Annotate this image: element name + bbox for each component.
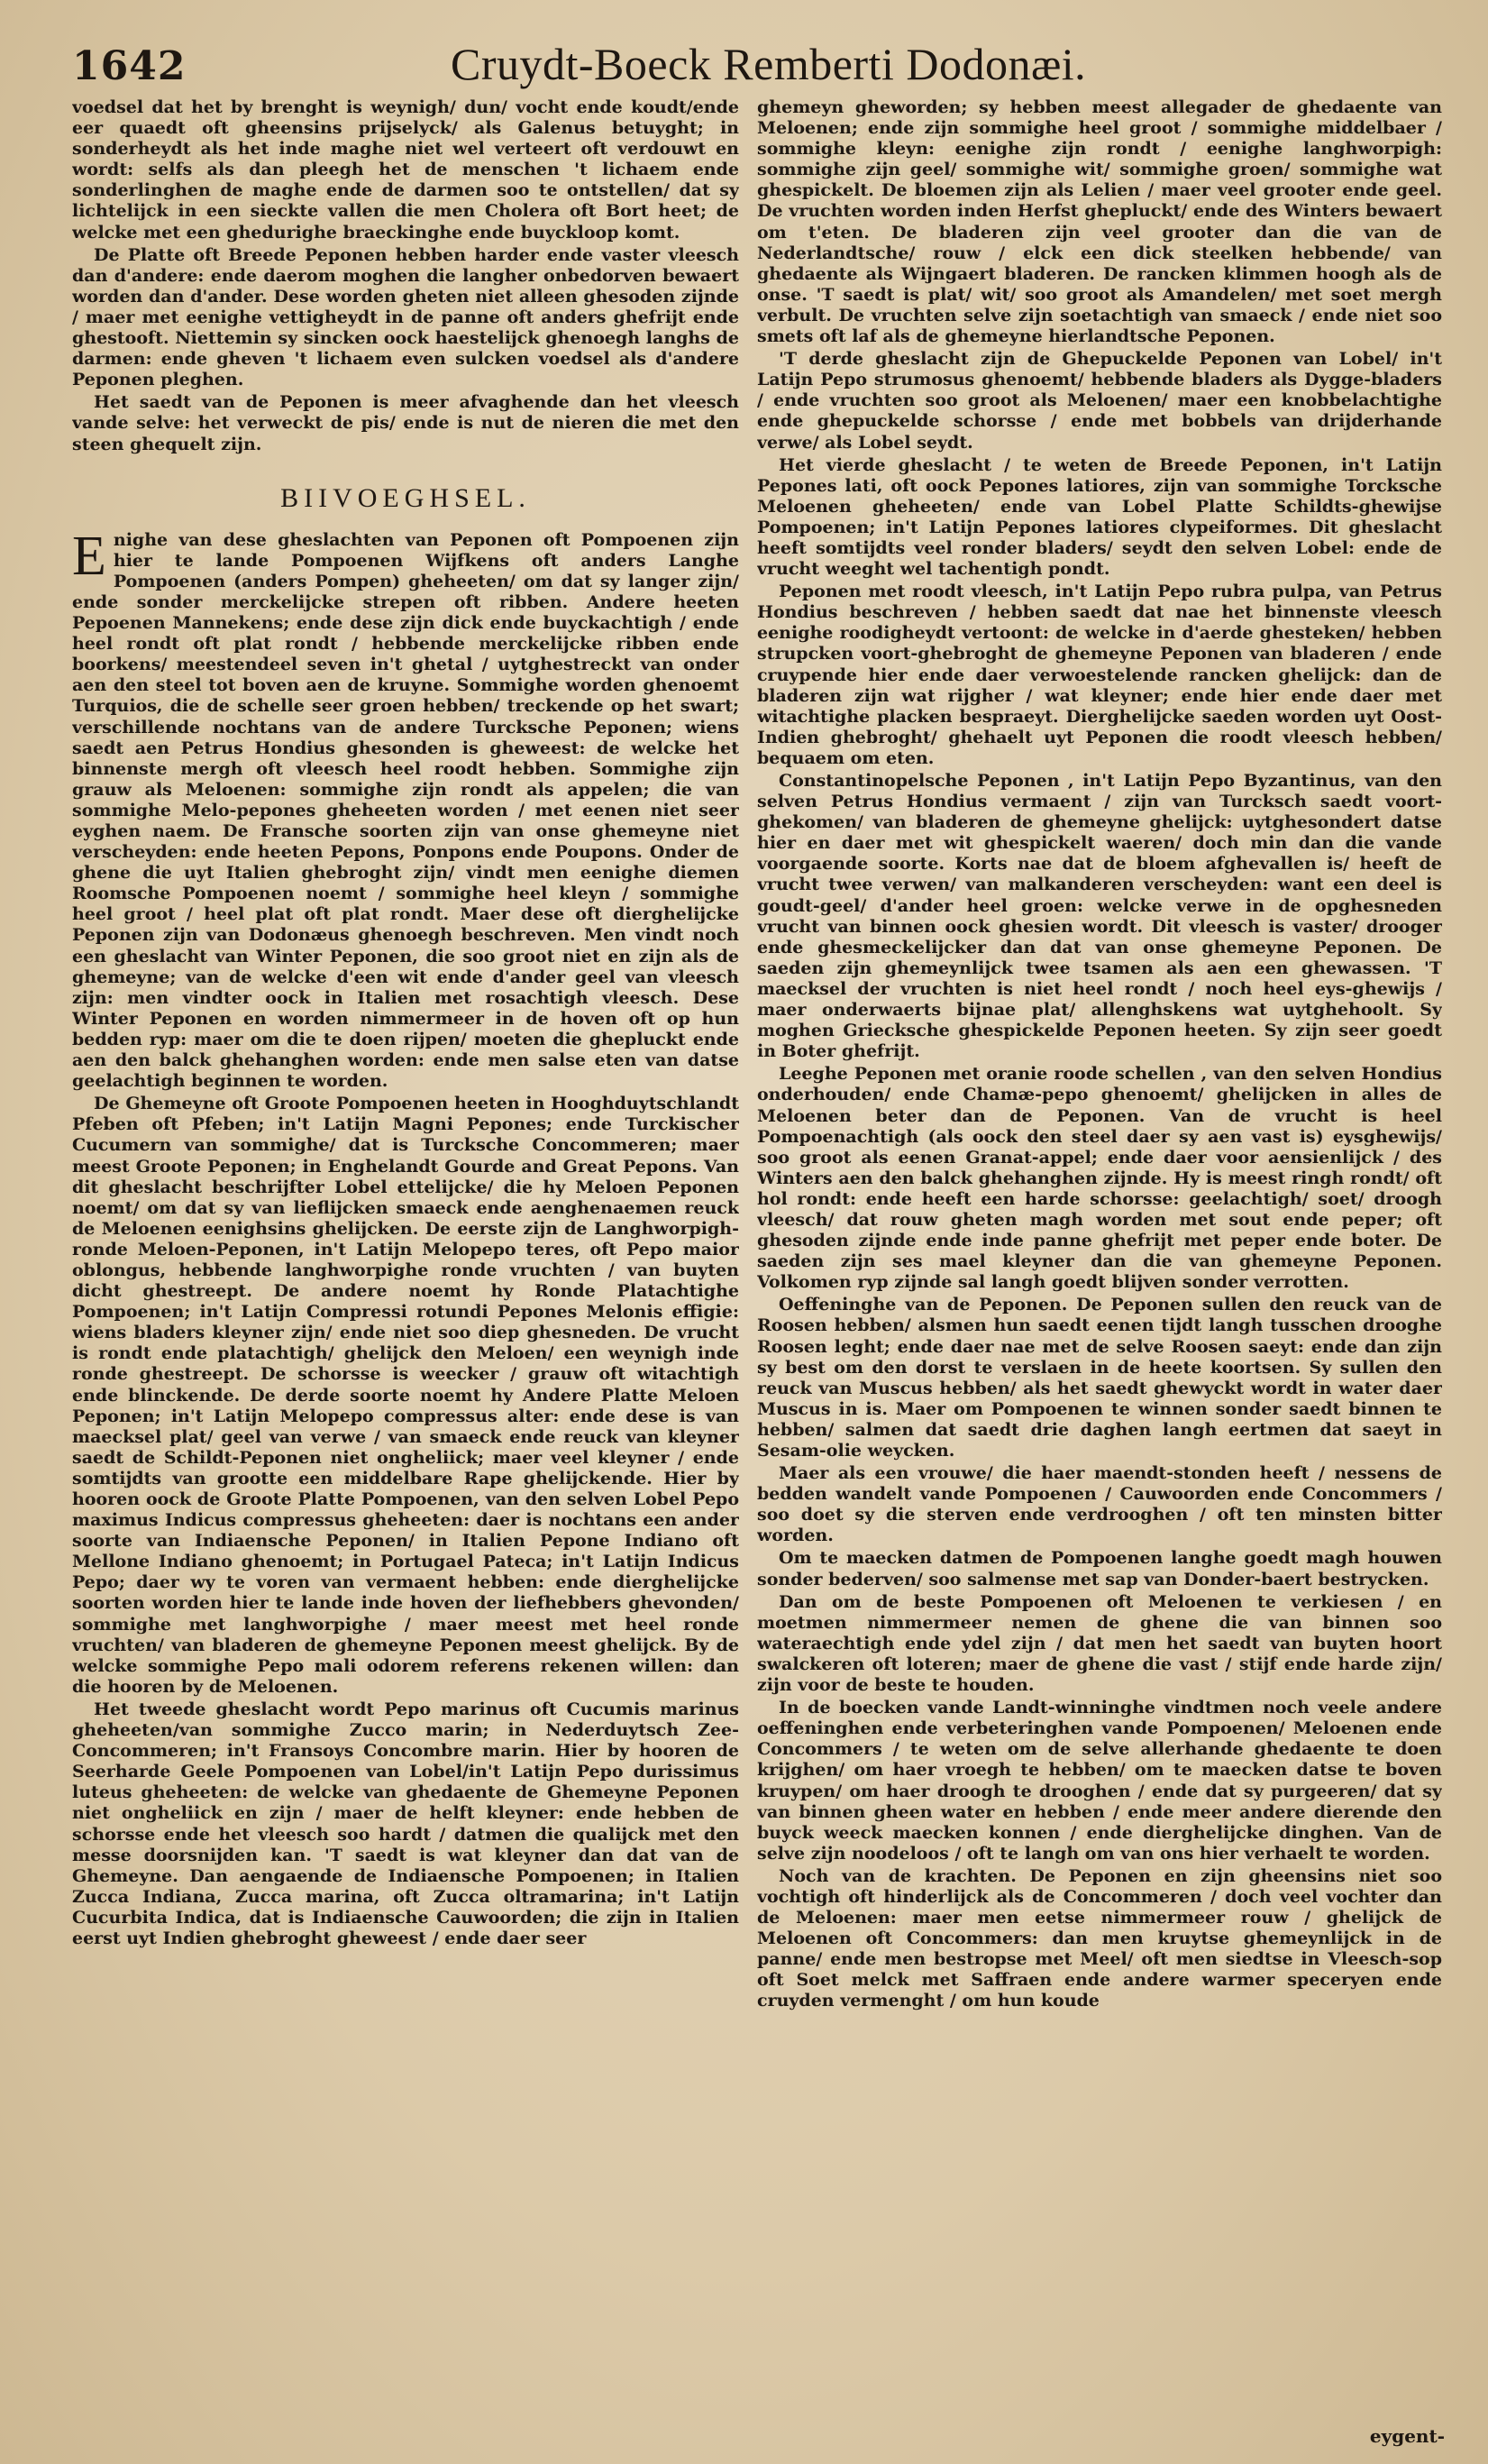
drop-cap-letter: E (72, 525, 106, 587)
paragraph: In de boecken vande Landt-winninghe vindtmen noch veele andere oeffeninghen ende verbeteringhen vande Pompoenen/ Meloenen ende Concommers / te weten om de selve allerhande ghedaente te doen krijghen/ om haer vroegh te hebben/ om te maecken datse te boven kruypen/ om haer droogh te drooghen / ende dat sy purgeeren/ dat sy van binnen gheen water en hebben / ende meer andere dierende den buyck weeck maecken konnen / ende dierghelijcke dinghen. Van de selve zijn noodeloos / oft te langh om van ons hier verhaelt te worden. (757, 1698, 1442, 1864)
catchword: eygent- (1369, 2425, 1445, 2447)
section-heading: BIIVOEGHSEL. (280, 482, 531, 513)
paragraph: Dan om de beste Pompoenen oft Meloenen te verkiesen / en moetmen nimmermeer nemen de ghene die van binnen soo wateraechtigh ende ydel zijn / dat men het saedt van buyten hoort swalckeren oft loteren; maer de ghene die vast / stijf ende harde zijn/ zijn voor de beste te houden. (757, 1591, 1442, 1696)
paragraph: Oeffeninghe van de Peponen. De Peponen sullen den reuck van de Roosen hebben/ alsmen hun saedt eenen tijdt langh tusschen drooghe Roosen leght; ende daer nae met de selve Roosen saeyt: ende dan zijn sy best om den dorst te verslaen in de heete koortsen. Sy sullen den reuck van Muscus hebben/ als het saedt ghewyckt wordt in water daer Muscus in is. Maer om Pompoenen te winnen sonder saedt binnen te hebben/ salmen dat saedt drie daghen langh eertmen dat saeyt in Sesam-olie weycken. (757, 1295, 1442, 1461)
paragraph: Maer als een vrouwe/ die haer maendt-stonden heeft / nessens de bedden wandelt vande Pompoenen / Cauwoorden ende Concommers / soo doet sy die sterven ende verdrooghen / oft ten minsten bitter worden. (757, 1463, 1442, 1546)
paragraph: De Ghemeyne oft Groote Pompoenen heeten in Hooghduytschlandt Pfeben oft Pfeben; in't Latijn Magni Pepones; ende Turckischer Cucumern van sommighe/ dat is Turcksche Concommeren; maer meest Groote Peponen; in Enghelandt Gourde and Great Pepons. Van dit gheslacht beschrijfter Lobel ettelijcke/ die hy Meloen Peponen noemt/ om dat sy van lieflijcken smaeck ende aenghenaemen reuck de Meloenen eenighsins ghelijcken. De eerste zijn de Langhworpigh-ronde Meloen-Peponen, in't Latijn Melopepo teres, oft Pepo maior oblongus, hebbende langhworpighe ronde vruchten / van buyten dicht ghestreept. De andere noemt hy Ronde Platachtighe Pompoenen; in't Latijn Compressi rotundi Pepones Melonis effigie: wiens bladers kleyner zijn/ ende niet soo diep ghesneden. De vrucht is rondt ende platachtigh/ ghelijck den Meloen/ een weynigh inde ronde ghestreept. De schorsse is weecker / grauw oft witachtigh ende blinckende. De derde soorte noemt hy Andere Platte Meloen Peponen; in't Latijn Melopepo compressus alter: ende dese is van maecksel plat/ geel van verwe / van smaeck ende reuck van kleyner saedt de Schildt-Peponen niet ongheliick; maer veel kleyner / ende somtijdts van grootte een middelbare Rape ghelijckende. Hier by hooren oock de Groote Platte Pompoenen, van den selven Lobel Pepo maximus Indicus compressus gheheeten: daer is nochtans een ander soorte van Indiaensche Peponen/ in Italien Pepone Indiano oft Mellone Indiano ghenoemt; in Portugael Pateca; in't Latijn Indicus Pepo; daer wy te voren van vermaent hebben: ende dierghelijcke soorten worden hier te lande inde hoven der liefhebbers ghevonden/ sommighe met langhworpighe / maer meest met heel ronde vruchten/ van bladeren de ghemeyne Peponen meest ghelijck. By de welcke sommighe Pepo mali odorem referens rekenen willen: dan die hooren by de Meloenen. (72, 1094, 739, 1697)
paragraph: Het saedt van de Peponen is meer afvaghende dan het vleesch vande selve: het verweckt de pis/ ende is nut de nieren die met den steen ghequelt zijn. (72, 392, 739, 454)
page-number: 1642 (72, 43, 187, 89)
paragraph: voedsel dat het by brenght is weynigh/ dun/ vocht ende koudt/ende eer quaedt oft gheensins prijselyck/ als Galenus betuyght; in sonderheydt als het inde maghe niet wel verteert oft verdouwt en wordt: selfs als dan pleegh het de menschen 't lichaem ende sonderlinghen de maghe ende de darmen soo te ontstellen/ dat sy lichtelijck in een sieckte vallen die men Cholera oft Bort heet; de welcke met een ghedurighe braeckinghe ende buyckloop komt. (72, 97, 739, 243)
paragraph: Leeghe Peponen met oranie roode schellen , van den selven Hondius onderhouden/ ende Chamæ-pepo ghenoemt/ ghelijcken in alles de Meloenen beter dan de Peponen. Van de vrucht is heel Pompoenachtigh (als oock den steel daer sy aen vast is) eysghewijs/ soo groot als eenen Granat-appel; ende daer voor aensienlijck / des Winters aen den balck ghehanghen zijnde. Hy is meest ringh rondt/ oft hol rondt: ende heeft een harde schorsse: geelachtigh/ soet/ droogh vleesch/ dat rouw gheten magh worden met sout ende peper; oft ghesoden zijnde ende inde panne ghefrijt met peper ende boter. De saeden zijn ses mael kleyner dan die van ghemeyne Peponen. Volkomen ryp zijnde sal langh goedt blijven sonder verrotten. (757, 1064, 1442, 1293)
left-column (72, 97, 739, 2428)
paragraph: Het vierde gheslacht / te weten de Breede Peponen, in't Latijn Pepones lati, oft oock Pepones latiores, zijn van sommighe Torcksche Meloenen gheheeten/ ende van Lobel Platte Schildts-ghewijse Pompoenen; in't Latijn Pepones latiores clypeiformes. Dit gheslacht heeft somtijdts veel ronder bladers/ seydt den selven Lobel: ende de vrucht weeght wel tachentigh pondt. (757, 454, 1442, 580)
page-header (72, 34, 1460, 97)
running-title: Cruydt-Boeck Remberti Dodonæi. (451, 39, 1087, 89)
right-column (757, 97, 1442, 2441)
paragraph: Peponen met roodt vleesch, in't Latijn Pepo rubra pulpa, van Petrus Hondius beschreven / hebben saedt dat nae het binnenste vleesch eenighe roodigheydt vertoont: de welcke in d'aerde ghesteken/ hebben strupcken voort-ghebroght de ghemeyne Peponen van bladeren / ende cruypende hier ende daer verwoestelende rancken ghelijck: dan de bladeren zijn wat rijgher / wat kleyner; ende hier ende daer met witachtighe placken bespraeyt. Dierghelijcke saeden worden uyt Oost-Indien ghebroght/ ghehaelt uyt Peponen die roodt vleesch hebben/ bequaem om eten. (757, 582, 1442, 768)
paragraph: ghemeyn gheworden; sy hebben meest allegader de ghedaente van Meloenen; ende zijn sommighe heel groot / sommighe middelbaer / sommighe kleyn: eenighe zijn rondt / eenighe langhworpigh: sommighe zijn geel/ sommighe wit/ sommighe groen/ sommighe wat ghespickelt. De bloemen zijn als Lelien / maer veel grooter ende geel. De vruchten worden inden Herfst ghepluckt/ ende des Winters bewaert om t'eten. De bladeren zijn veel grooter dan die van de Nederlandtsche/ rouw / elck een dick steelken hebbende/ van ghedaente als Wijngaert bladeren. De rancken klimmen hoogh als de onse. 'T saedt is plat/ wit/ soo groot als Amandelen/ met soet mergh verbult. De vruchten selve zijn soetachtigh van smaeck / ende niet soo smets oft laf als de ghemeyne hierlandtsche Peponen. (757, 97, 1442, 347)
paragraph: Het tweede gheslacht wordt Pepo marinus oft Cucumis marinus gheheeten/van sommighe Zucco marin; in Nederduytsch Zee-Concommeren; in't Fransoys Concombre marin. Hier by hooren de Seerharde Geele Pompoenen van Lobel/in't Latijn Pepo durissimus luteus gheheeten: de welcke van ghedaente de Ghemeyne Peponen niet ongheliick en zijn / maer de helft kleyner: ende hebben de schorsse ende het vleesch soo hardt / datmen die qualijck met den messe doorsnijden kan. 'T saedt is wat kleyner dan dat van de Ghemeyne. Dan aengaende de Indiaensche Pompoenen; in Italien Zucca Indiana, Zucca marina, oft Zucca oltramarina; in't Latijn Cucurbita Indica, dat is Indiaensche Cauwoorden; die zijn in Italien eerst uyt Indien ghebroght gheweest / ende daer seer (72, 1699, 739, 1948)
paragraph: De Platte oft Breede Peponen hebben harder ende vaster vleesch dan d'andere: ende daerom moghen die langher onbedorven bewaert worden dan d'ander. Dese worden gheten niet alleen ghesoden zijnde / maer met eenighe vettigheydt in de panne oft anders ghefrijt ende ghestooft. Niettemin sy sincken oock haestelijck ghenoegh langhs de darmen: ende gheven 't lichaem even sulcken voedsel als d'andere Peponen pleghen. (72, 244, 739, 390)
paragraph (72, 525, 739, 1093)
paragraph: Constantinopelsche Peponen , in't Latijn Pepo Byzantinus, van den selven Petrus Hondius vermaent / zijn van Turcksch saedt voort-ghekomen/ van bladeren de ghemeyne ghelijck: uytghesondert datse hier en daer met wit ghespickelt waeren/ doch min dan die vande voorgaende soorte. Korts nae dat de bloem afghevallen is/ heeft de vrucht twee verwen/ van malkanderen verscheyden: want een deel is goudt-geel/ d'ander heel groen: welcke verwe in de opghesneden vrucht van binnen oock ghesien wordt. Dit vleesch is vaster/ drooger ende ghesmeckelijcker dan dat van onse ghemeyne Peponen. De saeden zijn ghemeynlijck twee tsamen als aen een ghewassen. 'T maecksel der vruchten is niet heel rondt / noch heel eys-ghewijs / maer onderwaerts bijnae plat/ allenghskens wat uytghehoolt. Sy moghen Griecksche ghespickelde Peponen heeten. Sy zijn seer goedt in Boter ghefrijt. (757, 771, 1442, 1062)
paragraph: Om te maecken datmen de Pompoenen langhe goedt magh houwen sonder bederven/ soo salmense met sap van Donder-baert bestrycken. (757, 1548, 1442, 1589)
paragraph: 'T derde gheslacht zijn de Ghepuckelde Peponen van Lobel/ in't Latijn Pepo strumosus ghenoemt/ hebbende bladers als Dygge-bladers / ende vruchten soo groot als Meloenen/ maer een knobbelachtighe ende ghepuckelde schorsse / ende met bobbels van drijderhande verwe/ als Lobel seydt. (757, 349, 1442, 453)
paragraph: Noch van de krachten. De Peponen en zijn gheensins niet soo vochtigh oft hinderlijck als de Concommeren / doch veel vochter dan de Meloenen: maer men eetse nimmermeer rouw / ghelijck de Meloenen oft Concommers: dan men kruytse ghemeynlijck in de panne/ ende men bestropse met Meel/ oft men siedtse in Vleesch-sop oft Soet melck met Saffraen ende andere warmer speceryen ende cruyden vermenght / om hun koude (757, 1865, 1442, 2011)
paragraph-text: nighe van dese gheslachten van Peponen oft Pompoenen zijn hier te lande Pompoenen Wijfkens oft anders Langhe Pompoenen (anders Pompen) gheheeten/ om dat sy langer zijn/ ende sonder merckelijcke strepen oft ribben. Andere heeten Pepoenen Mannekens; ende dese zijn dick ende buyckachtigh / ende heel rondt oft plat rondt / hebbende merckelijcke ribben ende boorkens/ meestendeel seven in't ghetal / uytghestreckt van onder aen den steel tot boven aen de kruyne. Sommighe worden ghenoemt Turquios, die de schelle seer groen hebben/ treckende op het swart; verschillende nochtans van de andere Turcksche Peponen; wiens saedt aen Petrus Hondius ghesonden is gheweest: de welcke het binnenste mergh oft vleesch heel roodt hebben. Sommighe zijn grauw als Meloenen: sommighe zijn rondt als appelen; die van sommighe Melo-pepones gheheeten worden / met eenen niet seer eyghen naem. De Fransche soorten zijn van onse ghemeyne niet verscheyden: ende heeten Pepons, Ponpons ende Poupons. Onder de ghene die uyt Italien ghebroght zijn/ vindt men eenighe diemen Roomsche Pompoenen noemt / sommighe heel kleyn / sommighe heel groot / heel plat oft plat rondt. Maer dese oft dierghelijcke Peponen zijn van Dodonæus ghenoegh beschreven. Men vindt noch een gheslacht van Winter Peponen, die soo groot niet en zijn als de ghemeyne; van de welcke d'een wit ende d'ander geel van vleesch zijn: men vindter oock in Italien met rosachtigh vleesch. Dese Winter Peponen en worden nimmermeer in de hoven oft op hun bedden ryp: maer om die te doen rijpen/ moeten die ghepluckt ende aen den balck ghehanghen worden: ende men salse eten van datse geelachtigh beginnen te worden. (72, 529, 739, 1092)
